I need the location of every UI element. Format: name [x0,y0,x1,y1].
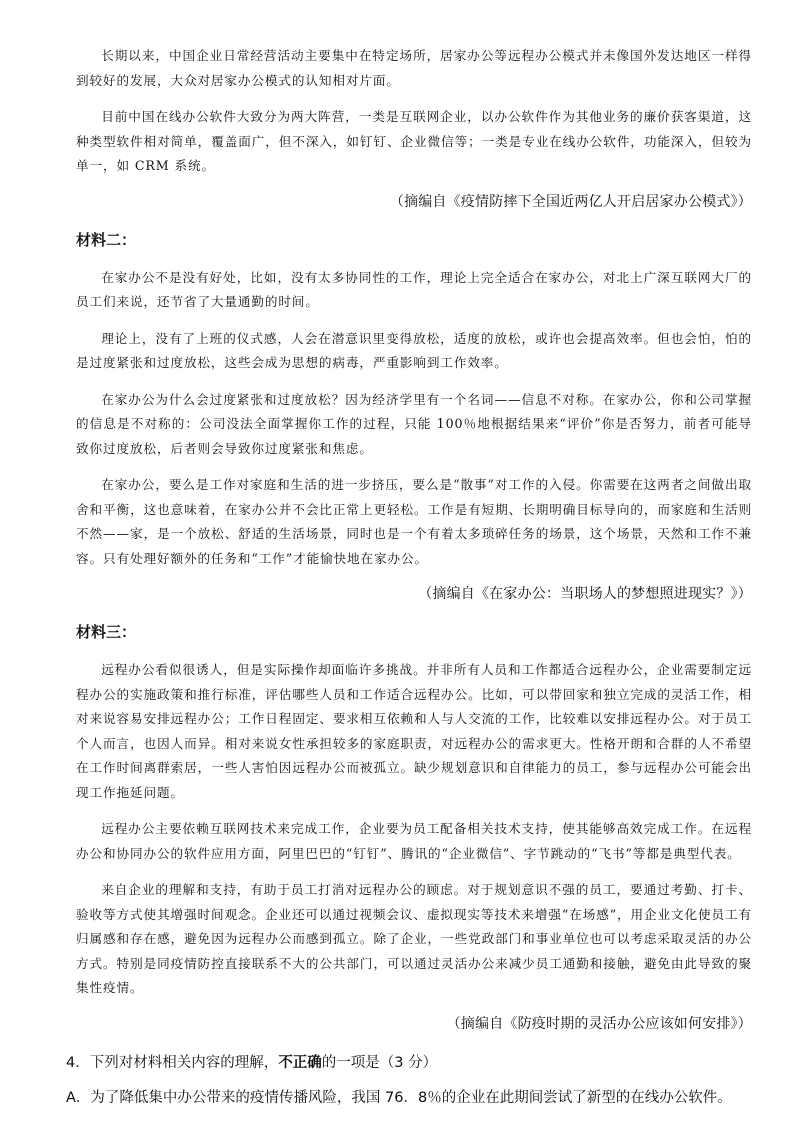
material1-paragraph-1: 长期以来，中国企业日常经营活动主要集中在特定场所，居家办公等远程办公模式并未像国外发达地区一样得到较好的发展，大众对居家办公模式的认知相对片面。 [76,48,752,88]
material2-paragraph-1: 在家办公不是没有好处，比如，没有太多协同性的工作，理论上完全适合在家办公，对北上广深互联网大厂的员工们来说，还节省了大量通勤的时间。 [76,269,752,309]
question-4-stem [66,1051,752,1072]
material3-source: （摘编自《防疫时期的灵活办公应该如何安排》） [446,1015,752,1032]
question-prefix: 4．下列对材料相关内容的理解， [66,1054,279,1071]
material3-paragraph-1: 远程办公看似很诱人，但是实际操作却面临许多挑战。并非所有人员和工作都适合远程办公，企业需要制定远程办公的实施政策和推行标准，评估哪些人员和工作适合远程办公。比如，可以带回家和独立完成的灵活工作，相对来说容易安排远程办公；工作日程固定、要求相互依赖和人与人交流的工作，比较难以安排远程办公。对于员工个人而言，也因人而异。相对来说女性承担较多的家庭职责，对远程办公的需求更大。性格开朗和合群的人不希望在工作时间离群索居，一些人害怕因远程办公而被孤立。缺少规划意识和自律能力的员工，参与远程办公可能会出现工作拖延问题。 [76,662,752,800]
material2-heading: 材料二： [76,230,137,249]
material3-paragraph-2: 远程办公主要依赖互联网技术来完成工作，企业要为员工配备相关技术支持，使其能够高效完成工作。在远程办公和协同办公的软件应用方面，阿里巴巴的“钉钉”、腾讯的“企业微信”、字节跳动的“飞书”等都是典型代表。 [76,821,752,861]
question-4-option-a: A．为了降低集中办公带来的疫情传播风险，我国 76．8％的企业在此期间尝试了新型的在线办公软件。 [66,1089,732,1106]
material2-paragraph-4: 在家办公，要么是工作对家庭和生活的进一步挤压，要么是“散事”对工作的入侵。你需要在这两者之间做出取舍和平衡，这也意味着，在家办公并不会比正常上更轻松。工作是有短期、长期明确目标导向的，而家庭和生活则不然——家，是一个放松、舒适的生活场景，同时也是一个有着太多琐碎任务的场景，这个场景，天然和工作不兼容。只有处理好额外的任务和“工作”才能愉快地在家办公。 [76,477,752,566]
material3-heading: 材料三： [76,623,137,641]
question-suffix: 的一项是（3 分） [321,1054,438,1071]
material3-paragraph-3: 来自企业的理解和支持，有助于员工打消对远程办公的顾虑。对于规划意识不强的员工，要通过考勤、打卡、验收等方式使其增强时间观念。企业还可以通过视频会议、虚拟现实等技术来增强“在场感”，用企业文化使员工有归属感和存在感，避免因为远程办公而感到孤立。除了企业，一些党政部门和事业单位也可以考虑采取灵活的办公方式。特别是同疫情防控直接联系不大的公共部门，可以通过灵活办公来减少员工通勤和接触，避免由此导致的聚集性疫情。 [76,882,752,995]
material1-paragraph-2: 目前中国在线办公软件大致分为两大阵营，一类是互联网企业，以办公软件作为其他业务的廉价获客渠道，这种类型软件相对简单，覆盖面广，但不深入，如钉钉、企业微信等；一类是专业在线办公软件，功能深入，但较为单一，如 CRM 系统。 [76,109,752,173]
material2-paragraph-2: 理论上，没有了上班的仪式感，人会在潜意识里变得放松，适度的放松，或许也会提高效率。但也会怕，怕的是过度紧张和过度放松，这些会成为思想的病毒，严重影响到工作效率。 [76,330,752,370]
material2-source: （摘编自《在家办公：当职场人的梦想照进现实？》） [418,586,752,602]
material1-source: （摘编自《疫情防摔下全国近两亿人开启居家办公模式》） [389,193,752,210]
question-emphasis: 不正确 [278,1054,322,1071]
material2-paragraph-3: 在家办公为什么会过度紧张和过度放松？因为经济学里有一个名词——信息不对称。在家办公，你和公司掌握的信息是不对称的：公司没法全面掌握你工作的过程，只能 100％地根据结果来“评价”你是否努力，前者可能导致你过度放松，后者则会导致你过度紧张和焦虑。 [76,391,752,456]
